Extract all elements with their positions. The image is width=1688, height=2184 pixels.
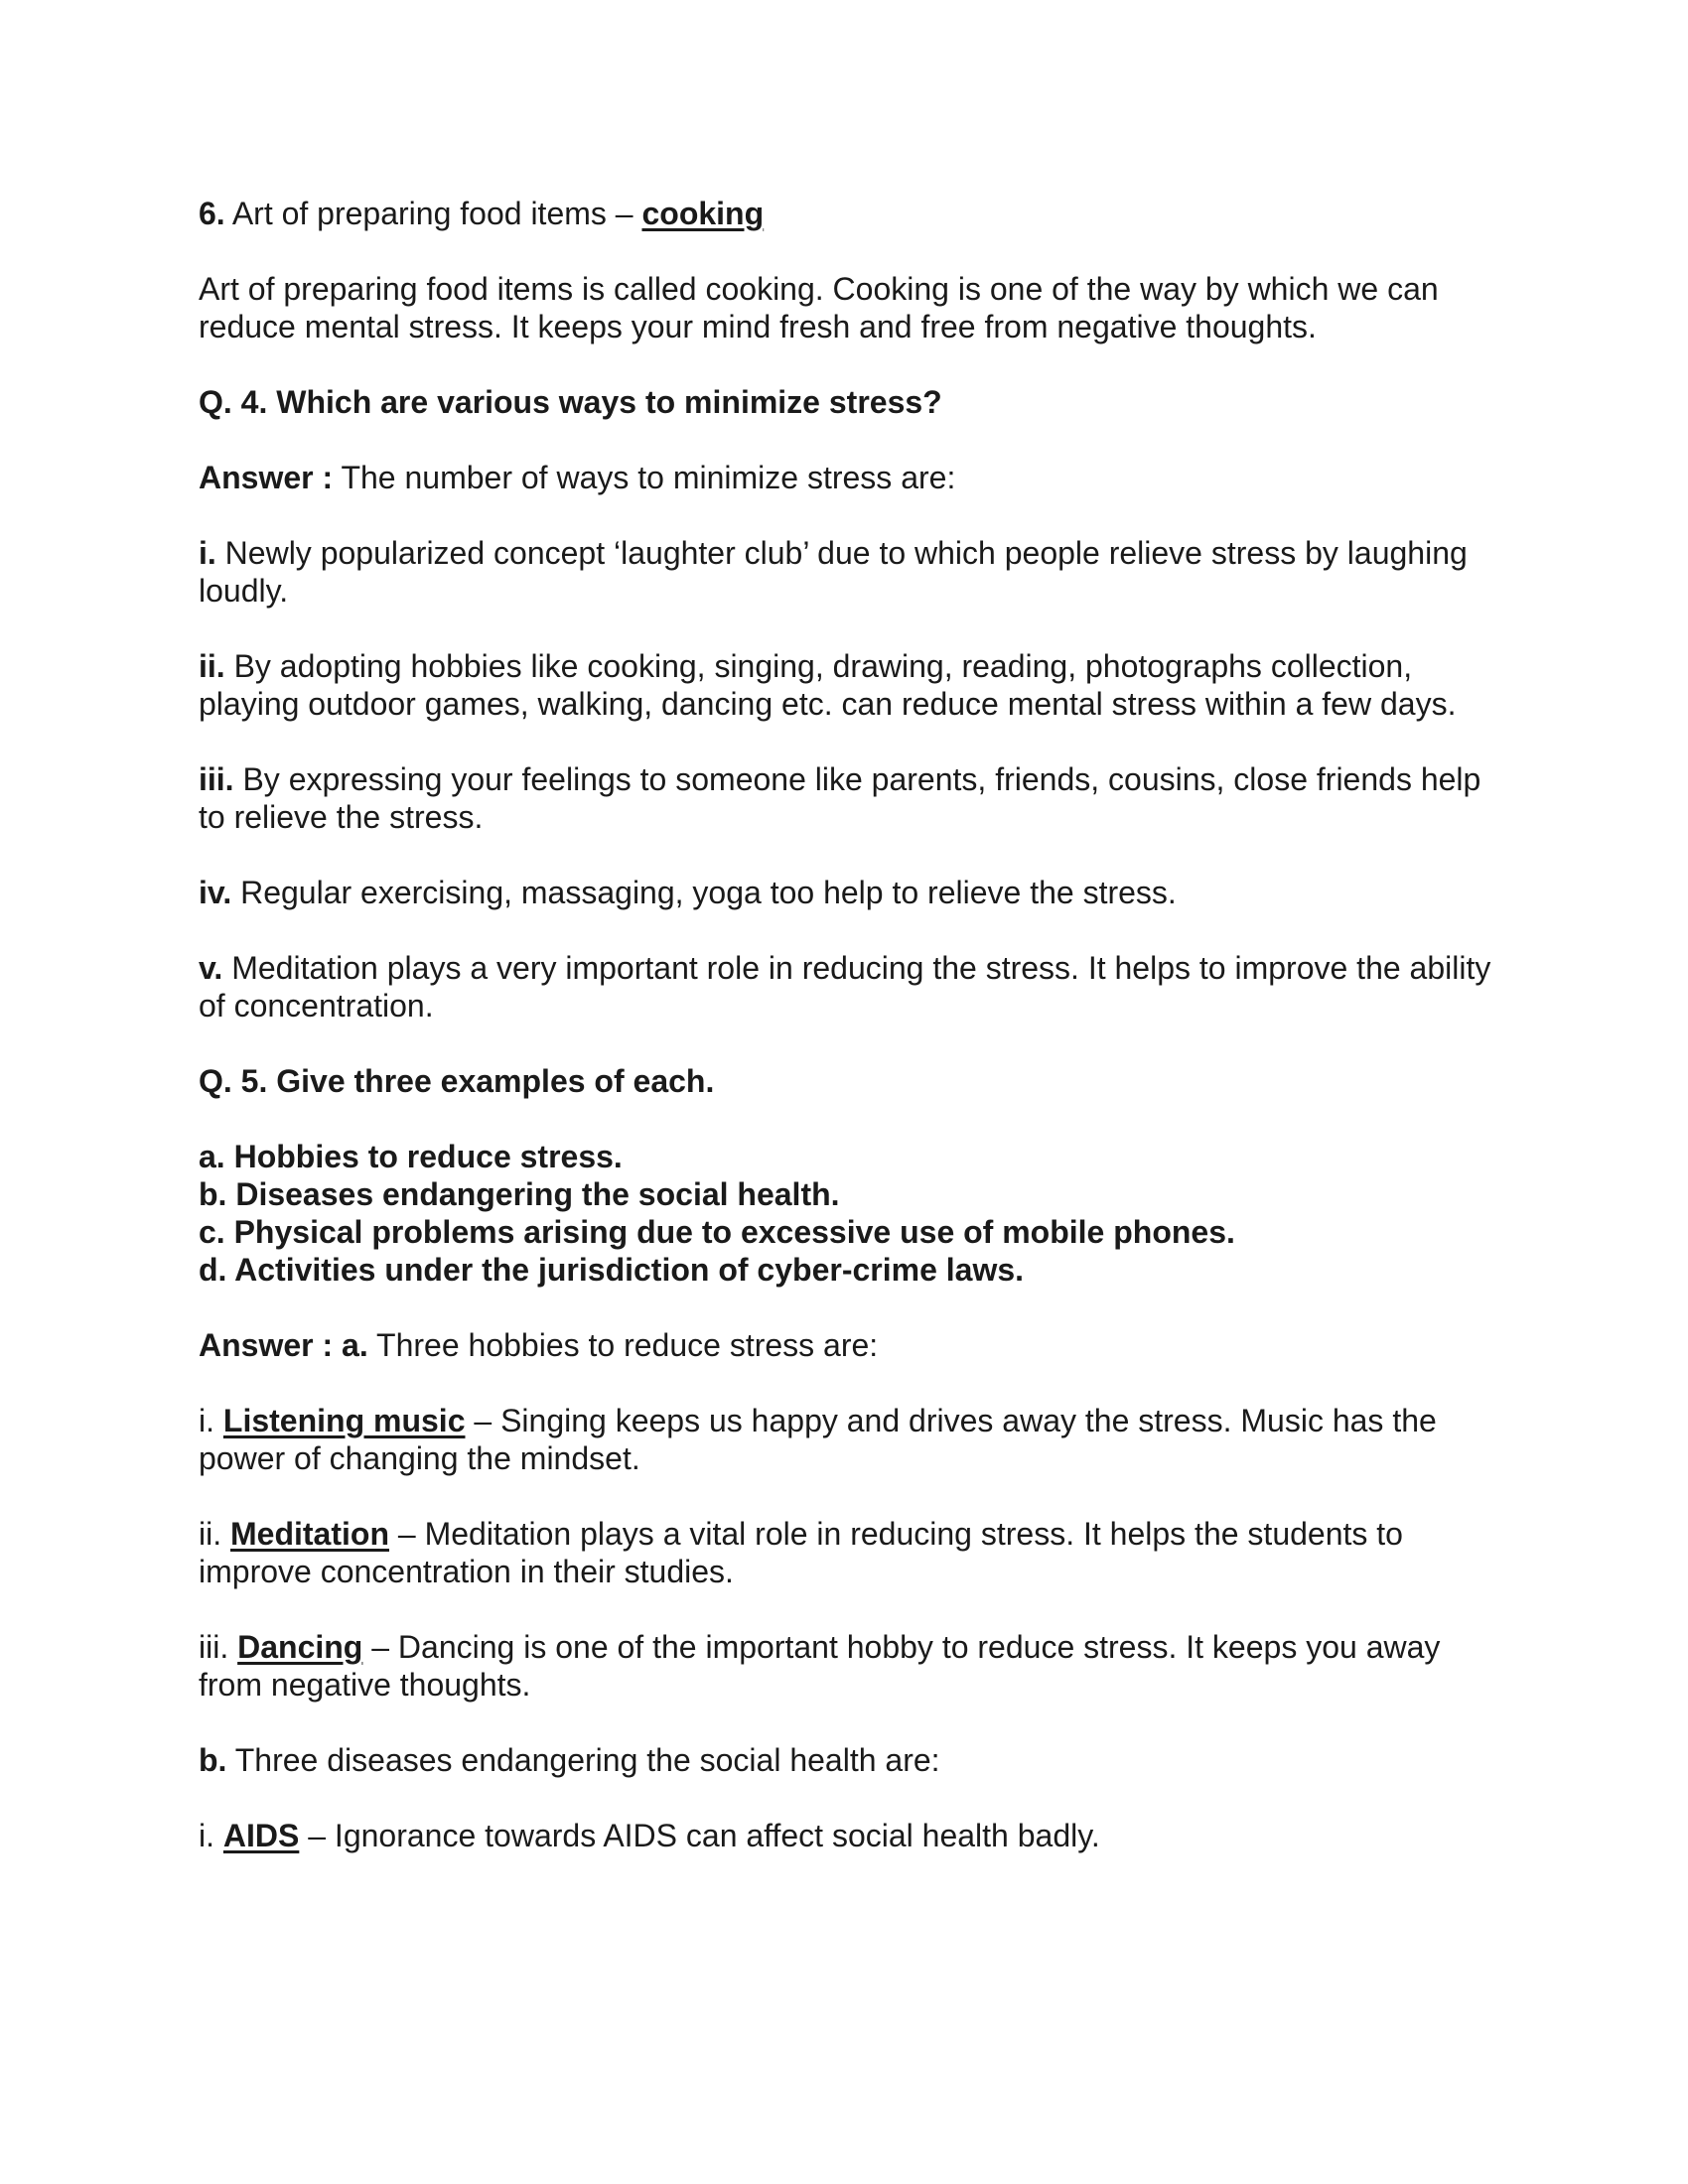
q4-item-text: Newly popularized concept ‘laughter club’ due to which people relieve stress by laughing loudly. [199, 535, 1468, 609]
q5-part-a: a. Hobbies to reduce stress. [199, 1139, 623, 1174]
question-4: Q. 4. Which are various ways to minimize stress? [199, 384, 942, 420]
q4-item-number: i. [199, 535, 216, 571]
q5-part-c: c. Physical problems arising due to excessive use of mobile phones. [199, 1214, 1235, 1250]
q5-answer-a-intro-text: Three hobbies to reduce stress are: [367, 1327, 879, 1363]
hobby-item-term: Dancing [237, 1629, 363, 1665]
q4-item-number: iv. [199, 875, 232, 910]
hobby-item-term: Meditation [230, 1516, 389, 1552]
hobby-item-text: – Dancing is one of the important hobby to reduce stress. It keeps you away from negative thoughts. [199, 1629, 1441, 1703]
q4-item-2 [199, 647, 1509, 723]
hobby-item-number: ii. [199, 1516, 230, 1552]
q4-item-5 [199, 949, 1509, 1024]
disease-item-number: i. [199, 1818, 223, 1853]
hobby-item-term: Listening music [222, 1403, 466, 1438]
hobby-item-text: – Meditation plays a vital role in reducing stress. It helps the students to improve concentration in their studies. [199, 1516, 1403, 1589]
q4-item-3 [199, 760, 1509, 836]
hobby-item-3 [199, 1628, 1509, 1704]
heading-6-text: Art of preparing food items – [224, 196, 642, 231]
q4-answer-intro-text: The number of ways to minimize stress are: [333, 460, 956, 495]
q5-part-d: d. Activities under the jurisdiction of cyber-crime laws. [199, 1252, 1025, 1288]
q4-answer-label: Answer : [199, 460, 334, 495]
question-5: Q. 5. Give three examples of each. [199, 1063, 715, 1099]
hobby-item-number: i. [199, 1403, 223, 1438]
hobby-item-1 [199, 1402, 1509, 1477]
q5-b-label: b. [199, 1742, 227, 1778]
q4-answer-intro [199, 459, 1509, 496]
q5-part-b: b. Diseases endangering the social health. [199, 1176, 840, 1212]
heading-6-term: cooking [641, 196, 765, 231]
q5-b-intro-text: Three diseases endangering the social health are: [226, 1742, 940, 1778]
q5-answer-a-intro [199, 1326, 1509, 1364]
heading-6-number: 6. [199, 196, 225, 231]
document-content [199, 195, 1509, 1854]
disease-item-term: AIDS [222, 1818, 300, 1853]
q4-item-text: By expressing your feelings to someone like parents, friends, cousins, close friends help to relieve the stress. [199, 761, 1481, 835]
q4-item-number: v. [199, 950, 223, 986]
disease-item-1 [199, 1817, 1509, 1854]
cooking-paragraph: Art of preparing food items is called cooking. Cooking is one of the way by which we can reduce mental stress. It keeps your mind fresh and free from negative thoughts. [199, 271, 1439, 344]
disease-item-text: – Ignorance towards AIDS can affect social health badly. [299, 1818, 1100, 1853]
q4-item-number: ii. [199, 648, 225, 684]
q5-answer-b-intro [199, 1741, 1509, 1779]
hobby-item-2 [199, 1515, 1509, 1590]
hobby-item-text: – Singing keeps us happy and drives away the stress. Music has the power of changing the mindset. [199, 1403, 1437, 1476]
q4-item-4 [199, 874, 1509, 911]
q4-item-1 [199, 534, 1509, 610]
q5-answer-label: Answer : a. [199, 1327, 368, 1363]
q4-item-text: Regular exercising, massaging, yoga too help to relieve the stress. [231, 875, 1177, 910]
heading-6 [199, 195, 1509, 232]
q4-item-number: iii. [199, 761, 234, 797]
hobby-item-number: iii. [199, 1629, 238, 1665]
q4-item-text: Meditation plays a very important role in reducing the stress. It helps to improve the ability of concentration. [199, 950, 1491, 1024]
q4-item-text: By adopting hobbies like cooking, singing, drawing, reading, photographs collection, playing outdoor games, walking, dancing etc. can reduce mental stress within a few days. [199, 648, 1457, 722]
